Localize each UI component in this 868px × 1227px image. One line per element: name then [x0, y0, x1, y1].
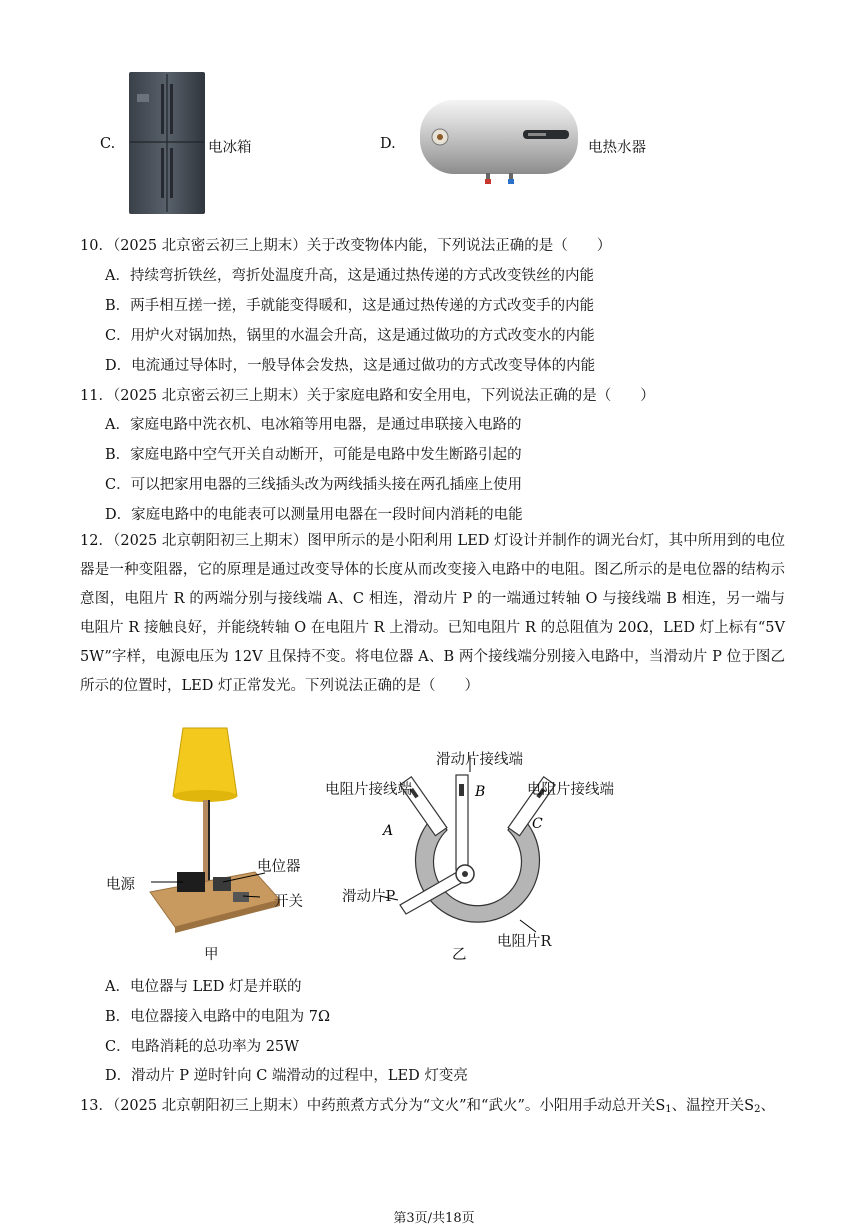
question-11-option-d: D．家庭电路中的电能表可以测量用电器在一段时间内消耗的电能 [105, 507, 523, 523]
question-11-option-c: C．可以把家用电器的三线插头改为两线插头接在两孔插座上使用 [105, 477, 523, 493]
option-d-label: 电热水器 [588, 140, 646, 156]
page-footer: 第3页/共18页 [393, 1211, 475, 1226]
fig-jia-label-power: 电源 [106, 877, 135, 893]
question-13-sub-2: 2 [754, 1104, 761, 1115]
question-12-option-c: C．电路消耗的总功率为 25W [105, 1039, 300, 1055]
question-10-option-d: D．电流通过导体时，一般导体会发热，这是通过做功的方式改变导体的内能 [105, 358, 596, 374]
question-13-stem [80, 1094, 775, 1115]
option-c-label: 电冰箱 [208, 140, 252, 156]
question-10-option-b: B．两手相互搓一搓，手就能变得暖和，这是通过热传递的方式改变手的内能 [105, 298, 595, 314]
question-13-stem-b: 、温控开关S [671, 1098, 755, 1114]
fig-yi-label-slider: 滑动片P [342, 889, 396, 905]
fig-yi-label-res-terminal-right: 电阻片接线端 [527, 782, 614, 798]
refrigerator-image [127, 70, 207, 220]
fig-jia-caption: 甲 [204, 947, 219, 963]
option-d-letter: D. [380, 136, 396, 152]
question-13-stem-a: 13．（2025 北京朝阳初三上期末）中药煎煮方式分为“文火”和“武火”。小阳用手动总开关S [80, 1098, 666, 1114]
question-10-option-a: A．持续弯折铁丝，弯折处温度升高，这是通过热传递的方式改变铁丝的内能 [105, 268, 594, 284]
question-10-option-c: C．用炉火对锅加热，锅里的水温会升高，这是通过做功的方式改变水的内能 [105, 328, 595, 344]
fig-yi-label-b: B [475, 784, 486, 800]
option-c-letter: C. [100, 136, 116, 152]
fig-yi-caption: 乙 [452, 947, 467, 963]
fig-jia-label-switch: 开关 [274, 894, 303, 910]
question-13-stem-c: 、 [760, 1098, 775, 1114]
question-12-stem: 12．（2025 北京朝阳初三上期末）图甲所示的是小阳利用 LED 灯设计并制作的调光台灯，其中所用到的电位器是一种变阻器，它的原理是通过改变导体的长度从而改变接入电路中的电阻。图乙所示的是电位器的结构示意图，电阻片 R 的两端分别与接线端 A、C 相连，滑动片 P 的一端通过转轴 O 与接线端 B 相连，另一端与电阻片 R 接触良好，并能绕转轴 O 在电阻片 R 上滑动。已知电阻片 R 的总阻值为 20Ω，LED 灯上标有“5V 5W”字样，电源电压为 12V 且保持不变。将电位器 A、B 两个接线端分别接入电路中，当滑动片 P 位于图乙所示的位置时，LED 灯正常发光。下列说法正确的是（ ） [80, 533, 800, 694]
question-12-option-a: A．电位器与 LED 灯是并联的 [105, 979, 302, 995]
figure-jia [105, 722, 320, 966]
fig-yi-label-res-terminal-left: 电阻片接线端 [325, 782, 412, 798]
question-12-option-b: B．电位器接入电路中的电阻为 7Ω [105, 1009, 331, 1025]
question-10-stem: 10．（2025 北京密云初三上期末）关于改变物体内能，下列说法正确的是（ ） [80, 238, 612, 254]
fig-yi-label-a: A [383, 823, 394, 839]
water-heater-image [418, 97, 580, 196]
fig-yi-label-c: C [532, 816, 543, 832]
question-11-stem: 11．（2025 北京密云初三上期末）关于家庭电路和安全用电，下列说法正确的是（ ） [80, 388, 655, 404]
fig-jia-label-potentiometer: 电位器 [257, 859, 301, 875]
fig-yi-label-slider-terminal: 滑动片接线端 [436, 752, 523, 768]
question-11-option-a: A．家庭电路中洗衣机、电冰箱等用电器，是通过串联接入电路的 [105, 417, 522, 433]
question-11-option-b: B．家庭电路中空气开关自动断开，可能是电路中发生断路引起的 [105, 447, 522, 463]
question-12-option-d: D．滑动片 P 逆时针向 C 端滑动的过程中，LED 灯变亮 [105, 1068, 468, 1084]
fig-yi-label-resistor: 电阻片R [497, 934, 552, 950]
question-13-sub-1: 1 [665, 1104, 672, 1115]
